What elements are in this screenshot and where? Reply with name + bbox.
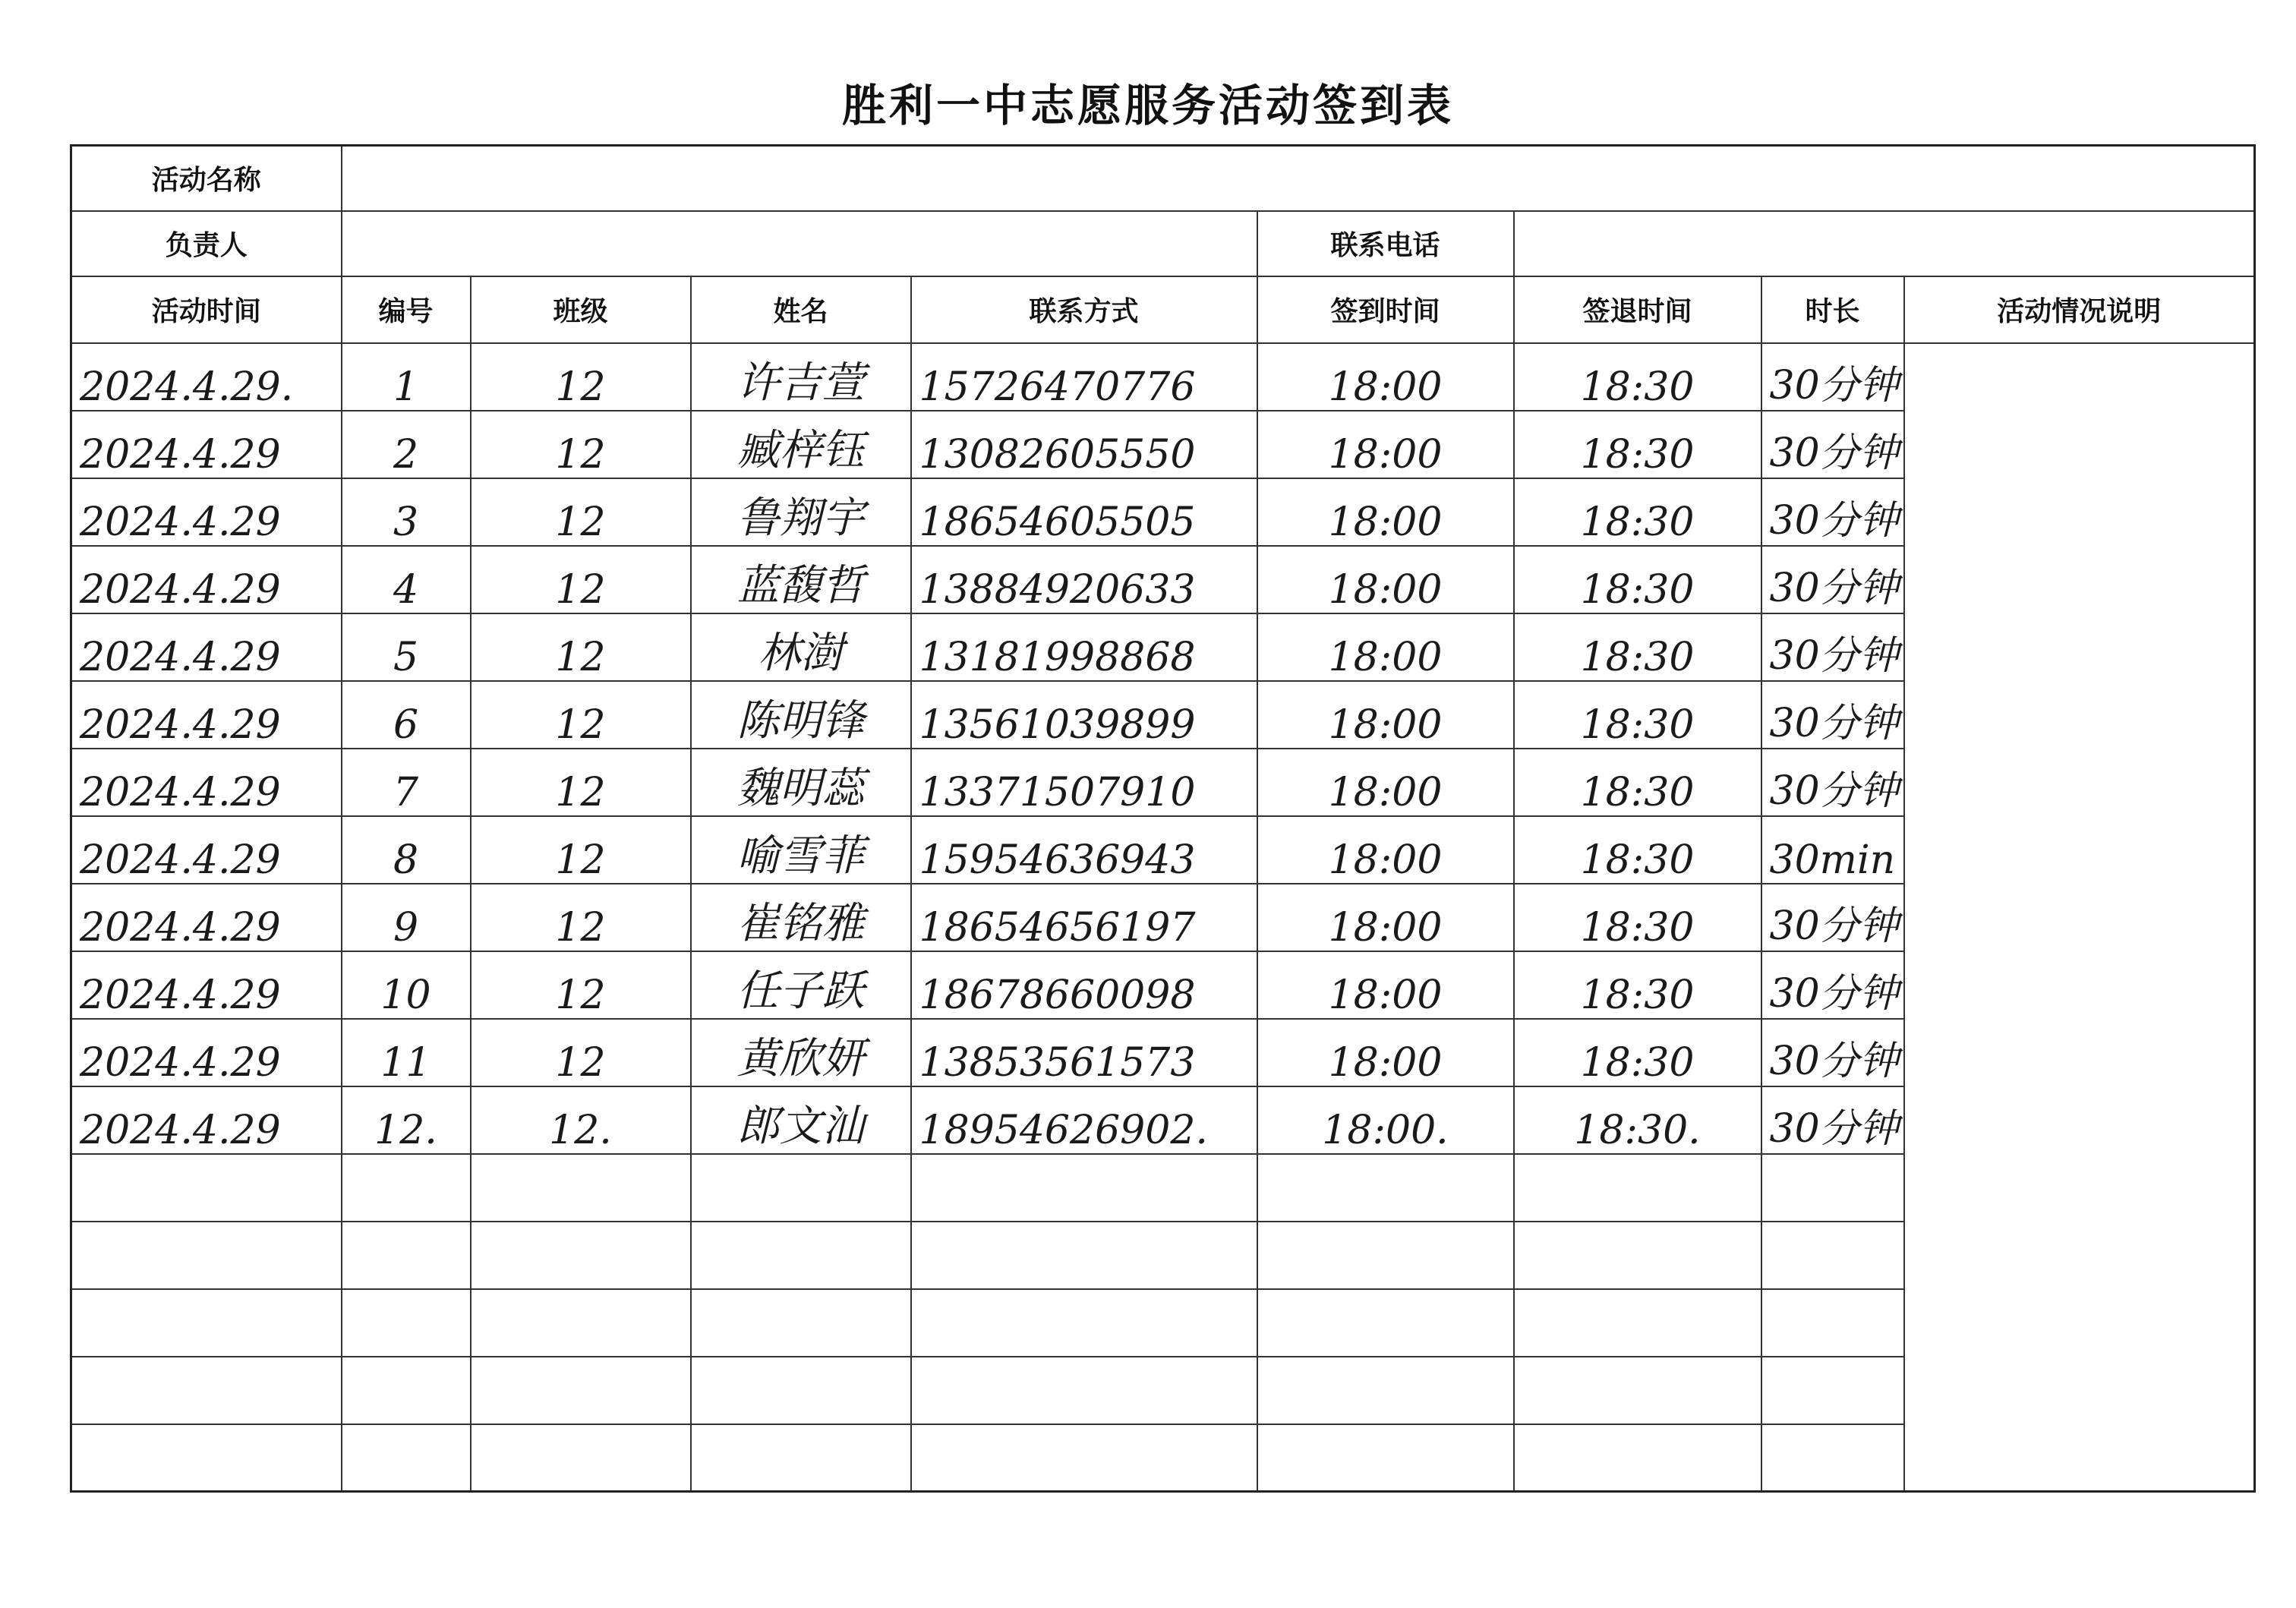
column-header-row [71,276,2255,343]
duration-cell[interactable]: 30分钟 [1761,951,1904,1019]
checkin-cell[interactable] [1257,1424,1514,1492]
contact-cell[interactable]: 15726470776 [911,343,1257,411]
number-cell[interactable]: 4 [342,546,471,613]
class-cell[interactable]: 12 [471,749,691,816]
duration-cell[interactable]: 30分钟 [1761,681,1904,749]
class-cell[interactable] [471,1357,691,1424]
class-cell[interactable]: 12. [471,1086,691,1154]
checkout-cell[interactable] [1514,1154,1761,1222]
checkout-cell[interactable]: 18:30 [1514,884,1761,951]
name-cell[interactable]: 许吉萱 [691,343,911,411]
name-cell[interactable]: 魏明蕊 [691,749,911,816]
class-cell[interactable]: 12 [471,411,691,478]
activity-name-field[interactable] [342,146,2255,211]
date-cell[interactable]: 2024.4.29 [71,613,342,681]
contact-cell[interactable]: 18954626902. [911,1086,1257,1154]
number-cell[interactable] [342,1289,471,1357]
contact-cell[interactable] [911,1289,1257,1357]
col-header-class: 班级 [471,276,691,343]
class-cell[interactable]: 12 [471,884,691,951]
duration-cell[interactable]: 30分钟 [1761,1019,1904,1086]
duration-cell[interactable]: 30分钟 [1761,546,1904,613]
col-header-number: 编号 [342,276,471,343]
contact-cell[interactable]: 13371507910 [911,749,1257,816]
number-cell[interactable]: 2 [342,411,471,478]
leader-field[interactable] [342,211,1257,276]
number-cell[interactable] [342,1222,471,1289]
number-cell[interactable]: 10 [342,951,471,1019]
duration-cell[interactable] [1761,1154,1904,1222]
activity-name-row [71,146,2255,211]
contact-cell[interactable]: 13853561573 [911,1019,1257,1086]
checkin-cell[interactable]: 18:00 [1257,343,1514,411]
duration-cell[interactable]: 30分钟 [1761,613,1904,681]
date-cell[interactable] [71,1424,342,1492]
name-cell[interactable]: 林澍 [691,613,911,681]
duration-cell[interactable]: 30分钟 [1761,343,1904,411]
leader-row [71,211,2255,276]
class-cell[interactable] [471,1289,691,1357]
col-header-notes: 活动情况说明 [1904,276,2255,343]
col-header-checkin: 签到时间 [1257,276,1514,343]
duration-cell[interactable]: 30min [1761,816,1904,884]
checkout-cell[interactable]: 18:30 [1514,478,1761,546]
date-cell[interactable] [71,1222,342,1289]
name-cell[interactable] [691,1154,911,1222]
checkout-cell[interactable] [1514,1289,1761,1357]
checkout-cell[interactable] [1514,1357,1761,1424]
name-cell[interactable]: 黄欣妍 [691,1019,911,1086]
checkin-cell[interactable]: 18:00 [1257,951,1514,1019]
number-cell[interactable] [342,1154,471,1222]
class-cell[interactable] [471,1424,691,1492]
class-cell[interactable]: 12 [471,816,691,884]
duration-cell[interactable] [1761,1424,1904,1492]
checkin-cell[interactable] [1257,1222,1514,1289]
name-cell[interactable]: 臧梓钰 [691,411,911,478]
name-cell[interactable]: 崔铭雅 [691,884,911,951]
date-cell[interactable]: 2024.4.29 [71,816,342,884]
phone-label: 联系电话 [1257,211,1514,276]
date-cell[interactable]: 2024.4.29 [71,681,342,749]
checkin-cell[interactable] [1257,1357,1514,1424]
date-cell[interactable]: 2024.4.29. [71,343,342,411]
duration-cell[interactable] [1761,1289,1904,1357]
checkout-cell[interactable]: 18:30 [1514,411,1761,478]
checkin-cell[interactable]: 18:00 [1257,816,1514,884]
number-cell[interactable]: 12. [342,1086,471,1154]
class-cell[interactable]: 12 [471,1019,691,1086]
date-cell[interactable]: 2024.4.29 [71,1086,342,1154]
checkout-cell[interactable] [1514,1222,1761,1289]
number-cell[interactable]: 5 [342,613,471,681]
class-cell[interactable] [471,1222,691,1289]
duration-cell[interactable]: 30分钟 [1761,411,1904,478]
name-cell[interactable]: 郎文汕 [691,1086,911,1154]
contact-cell[interactable] [911,1424,1257,1492]
checkin-cell[interactable]: 18:00 [1257,1019,1514,1086]
contact-cell[interactable]: 15954636943 [911,816,1257,884]
notes-cell[interactable] [1904,343,2255,1492]
checkin-cell[interactable]: 18:00 [1257,749,1514,816]
col-header-duration: 时长 [1761,276,1904,343]
contact-cell[interactable] [911,1222,1257,1289]
number-cell[interactable]: 9 [342,884,471,951]
name-cell[interactable] [691,1222,911,1289]
date-cell[interactable] [71,1357,342,1424]
name-cell[interactable] [691,1357,911,1424]
contact-cell[interactable]: 13082605550 [911,411,1257,478]
duration-cell[interactable]: 30分钟 [1761,1086,1904,1154]
number-cell[interactable]: 8 [342,816,471,884]
number-cell[interactable]: 7 [342,749,471,816]
contact-cell[interactable]: 18654656197 [911,884,1257,951]
checkin-cell[interactable] [1257,1289,1514,1357]
class-cell[interactable]: 12 [471,478,691,546]
contact-cell[interactable] [911,1357,1257,1424]
duration-cell[interactable]: 30分钟 [1761,478,1904,546]
class-cell[interactable]: 12 [471,951,691,1019]
contact-cell[interactable] [911,1154,1257,1222]
checkin-cell[interactable]: 18:00 [1257,884,1514,951]
checkin-cell[interactable]: 18:00 [1257,478,1514,546]
date-cell[interactable]: 2024.4.29 [71,1019,342,1086]
contact-cell[interactable]: 18654605505 [911,478,1257,546]
date-cell[interactable]: 2024.4.29 [71,749,342,816]
checkout-cell[interactable]: 18:30. [1514,1086,1761,1154]
class-cell[interactable]: 12 [471,343,691,411]
checkout-cell[interactable]: 18:30 [1514,613,1761,681]
checkout-cell[interactable]: 18:30 [1514,546,1761,613]
contact-cell[interactable]: 13561039899 [911,681,1257,749]
checkout-cell[interactable]: 18:30 [1514,343,1761,411]
table-row [71,343,2255,411]
col-header-time: 活动时间 [71,276,342,343]
contact-cell[interactable]: 13181998868 [911,613,1257,681]
checkin-cell[interactable]: 18:00 [1257,681,1514,749]
class-cell[interactable] [471,1154,691,1222]
duration-cell[interactable] [1761,1222,1904,1289]
phone-field[interactable] [1514,211,2255,276]
date-cell[interactable] [71,1289,342,1357]
number-cell[interactable]: 6 [342,681,471,749]
class-cell[interactable]: 12 [471,546,691,613]
checkin-cell[interactable]: 18:00. [1257,1086,1514,1154]
checkout-cell[interactable]: 18:30 [1514,1019,1761,1086]
col-header-name: 姓名 [691,276,911,343]
date-cell[interactable]: 2024.4.29 [71,478,342,546]
name-cell[interactable] [691,1289,911,1357]
date-cell[interactable]: 2024.4.29 [71,884,342,951]
col-header-checkout: 签退时间 [1514,276,1761,343]
number-cell[interactable]: 1 [342,343,471,411]
checkout-cell[interactable]: 18:30 [1514,681,1761,749]
checkin-cell[interactable]: 18:00 [1257,613,1514,681]
name-cell[interactable]: 喻雪菲 [691,816,911,884]
date-cell[interactable] [71,1154,342,1222]
class-cell[interactable]: 12 [471,681,691,749]
duration-cell[interactable] [1761,1357,1904,1424]
checkin-cell[interactable] [1257,1154,1514,1222]
leader-label: 负责人 [71,211,342,276]
duration-cell[interactable]: 30分钟 [1761,884,1904,951]
sign-in-table [70,144,2256,1493]
name-cell[interactable]: 任子跃 [691,951,911,1019]
date-cell[interactable]: 2024.4.29 [71,411,342,478]
contact-cell[interactable]: 18678660098 [911,951,1257,1019]
checkin-cell[interactable]: 18:00 [1257,411,1514,478]
name-cell[interactable]: 蓝馥哲 [691,546,911,613]
name-cell[interactable]: 鲁翔宇 [691,478,911,546]
checkout-cell[interactable] [1514,1424,1761,1492]
class-cell[interactable]: 12 [471,613,691,681]
date-cell[interactable]: 2024.4.29 [71,951,342,1019]
number-cell[interactable]: 3 [342,478,471,546]
checkout-cell[interactable]: 18:30 [1514,951,1761,1019]
checkout-cell[interactable]: 18:30 [1514,816,1761,884]
page-title: 胜利一中志愿服务活动签到表 [841,80,1454,131]
date-cell[interactable]: 2024.4.29 [71,546,342,613]
activity-name-label: 活动名称 [71,146,342,211]
duration-cell[interactable]: 30分钟 [1761,749,1904,816]
checkin-cell[interactable]: 18:00 [1257,546,1514,613]
number-cell[interactable] [342,1424,471,1492]
contact-cell[interactable]: 13884920633 [911,546,1257,613]
number-cell[interactable] [342,1357,471,1424]
number-cell[interactable]: 11 [342,1019,471,1086]
checkout-cell[interactable]: 18:30 [1514,749,1761,816]
name-cell[interactable]: 陈明锋 [691,681,911,749]
name-cell[interactable] [691,1424,911,1492]
col-header-contact: 联系方式 [911,276,1257,343]
